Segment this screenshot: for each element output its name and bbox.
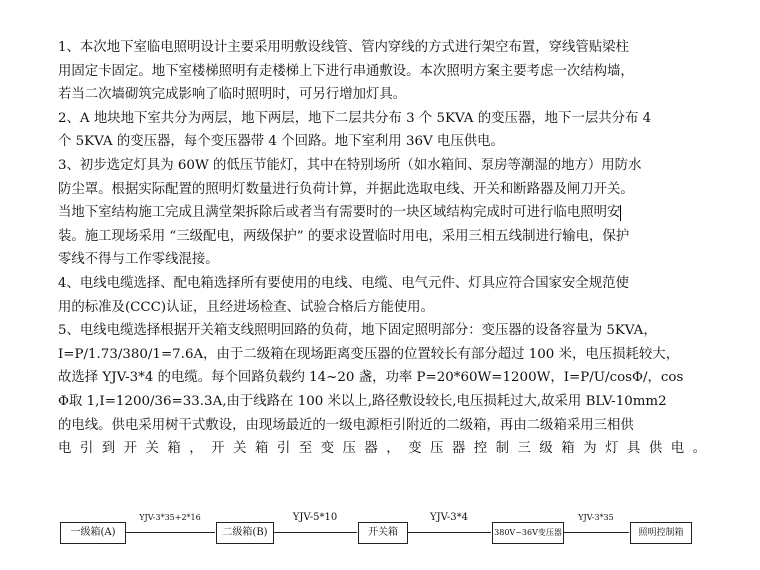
- paragraph-line: 个 5KVA 的变压器，每个变压器带 4 个回路。地下室利用 36V 电压供电。: [58, 134, 504, 150]
- paragraph-line: 故选择 YJV-3*4 的电缆。每个回路负载约 14~20 盏，功率 P=20*60W=1200W，I=P/U/cosΦ/，cos: [58, 370, 684, 386]
- switch-box: 开关箱: [358, 522, 408, 544]
- paragraph-line: 5、电线电缆选择根据开关箱支线照明回路的负荷，地下固定照明部分：变压器的设备容量为 5KVA，: [58, 323, 657, 339]
- paragraph-line: 2、A 地块地下室共分为两层，地下两层，地下二层共分布 3 个 5KVA 的变压器，地下一层共分布 4: [58, 110, 652, 126]
- secondary-box: 二级箱(B): [216, 522, 274, 544]
- wire-line: [563, 532, 629, 533]
- paragraph-line: 零线不得与工作零线混接。: [58, 252, 219, 268]
- paragraph-line: I=P/1.73/380/1=7.6A，由于二级箱在现场距离变压器的位置较长有部分超过 100 米，电压损耗较大，: [58, 346, 680, 362]
- document-body: [58, 36, 708, 461]
- paragraph-line: 若当二次墙砌筑完成影响了临时照明时，可另行增加灯具。: [58, 87, 407, 103]
- paragraph-line: 3、初步选定灯具为 60W 的低压节能灯，其中在特别场所（如水箱间、泵房等潮湿的地方）用防水: [58, 157, 642, 173]
- wire-label: YJV-3*4: [429, 512, 469, 523]
- power-supply-diagram: [60, 510, 710, 554]
- paragraph-line: 用的标准及(CCC)认证，且经进场检查、试验合格后方能使用。: [58, 299, 434, 315]
- paragraph-line: 防尘罩。根据实际配置的照明灯数量进行负荷计算，并据此选取电线、开关和断路器及闸刀开关。: [58, 181, 634, 197]
- paragraph-line: 装。施工现场采用 “三级配电，两级保护” 的要求设置临时用电，采用三相五线制进行输电，保护: [58, 228, 630, 244]
- paragraph-line-text: 当地下室结构施工完成且满堂架拆除后或者当有需要时的一块区域结构完成时可进行临电照明安: [58, 205, 621, 221]
- paragraph-line: 4、电线电缆选择、配电箱选择所有要使用的电线、电缆、电气元件、灯具应符合国家安全规范使: [58, 275, 629, 291]
- wire-line: [407, 532, 491, 533]
- paragraph-line: 用固定卡固定。地下室楼梯照明有走楼梯上下进行串通敷设。本次照明方案主要考虑一次结构墙，: [58, 63, 634, 79]
- paragraph-line: Φ取 1,I=1200/36=33.3A,由于线路在 100 米以上,路径敷设较长,电压损耗过大,故采用 BLV-10mm2: [58, 393, 667, 409]
- wire-line: [273, 532, 357, 533]
- wire-label: YJV-5*10: [292, 512, 338, 523]
- wire-line: [125, 532, 215, 533]
- wire-label: YJV-3*35+2*16: [139, 513, 201, 522]
- transformer-box: 380V~36V变压器: [492, 522, 564, 544]
- lighting-control-box: 照明控制箱: [630, 522, 692, 544]
- wire-label: YJV-3*35: [578, 513, 614, 522]
- paragraph-line-with-cursor[interactable]: [58, 201, 708, 225]
- paragraph-line: 1、本次地下室临电照明设计主要采用明敷设线管、管内穿线的方式进行架空布置，穿线管贴梁柱: [58, 40, 629, 55]
- text-cursor: [620, 205, 621, 221]
- primary-box: 一级箱(A): [60, 522, 126, 544]
- paragraph-line: 的电线。供电采用树干式敷设，由现场最近的一级电源柜引附近的二级箱，再由二级箱采用三相供: [58, 417, 634, 433]
- paragraph-line-justified: 电引到开关箱，开关箱引至变压器，变压器控制三级箱为灯具供电。: [58, 441, 708, 457]
